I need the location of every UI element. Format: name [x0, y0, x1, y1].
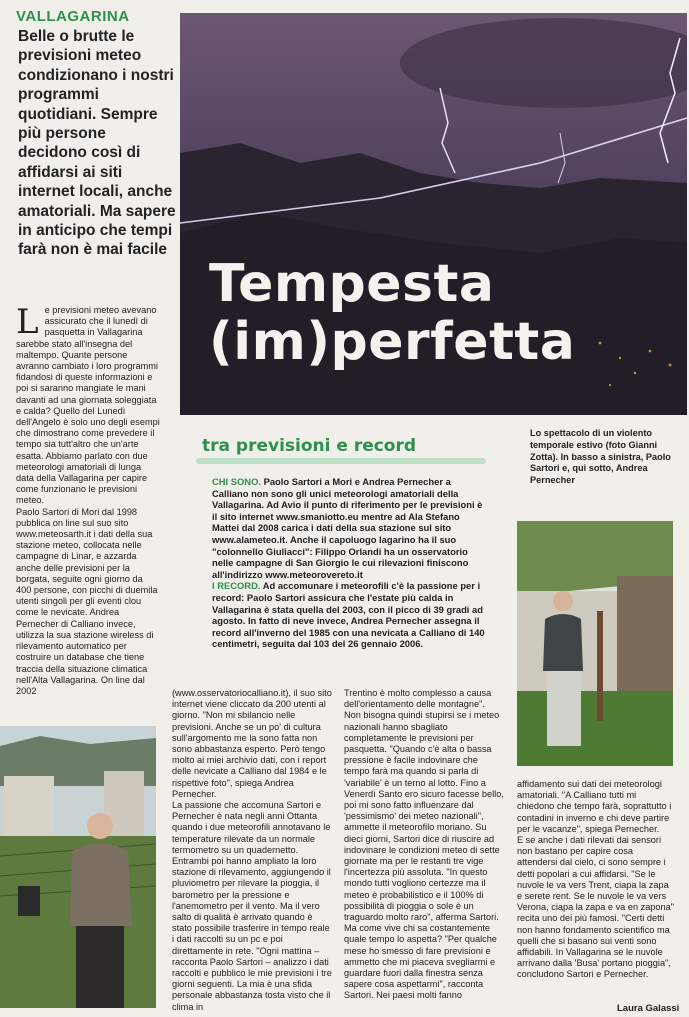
photo-paolo-sartori — [0, 726, 156, 1008]
headline — [209, 255, 575, 371]
photo-caption: Lo spettacolo di un violento temporale estivo (foto Gianni Zotta). In basso a sinistra, Paolo Sartori e, qui sotto, Andrea Pernecher — [530, 428, 671, 486]
col4-paragraph-1: affidamento sui dati dei meteorologi amatoriali. "A Calliano tutti mi chiedono che tempo farà, soprattutto i contadini in inverno e chi deve partire per le vacanze", spiega Pernecher. — [517, 779, 672, 834]
col3-paragraph-1: Trentino è molto complesso a causa dell'orientamento delle montagne". Non bisogna quindi stupirsi se i meteo nazionali hanno sbagliato completamente le previsioni per pasquetta. "Quando c'è alta o bassa pressione è facile indovinare che tempo farà ma quando si parla di 'variabile' è un terno al lotto. Fino a Venerdì Santo ero sicuro facesse bello, poi mi sono fatto influenzare dal 'pessimismo' dei meteo nazionali", ammette il meteorofilo moriano. Su dieci giorni, Sartori dice di riuscire ad indovinare le condizioni meteo di sette giornate ma per le restanti tre vige l'incertezza più assoluta. "In questo mondo tutti vogliono certezze ma il meteo è probabilistico e il 100% di possibilità di pioggia o sole è un traguardo molto raro", afferma Sartori. — [344, 688, 504, 923]
author-byline: Laura Galassi — [617, 1003, 680, 1014]
section-tag: VALLAGARINA — [16, 8, 130, 25]
subhead-banner: tra previsioni e record — [202, 436, 417, 456]
article-column-3 — [344, 688, 504, 1002]
box-text-record: Ad accomunare i meteorofili c'è la passione per i record: Paolo Sartori assicura che l'estate più calda in Vallagarina è stata quella del 2003, con il picco di 39 gradi ad agosto. In fatto di neve invece, Andrea Pernecher assegna il record all'inverno del 1985 con una nevicata a Calliano di 140 centimetri, seguita dal 103 del 26 gennaio 2006. — [212, 580, 485, 650]
lead-paragraph: Belle o brutte le previsioni meteo condizionano i nostri programmi quotidiani. Sempre più persone decidono così di affidarsi ai siti internet locali, anche amatoriali. Ma sapere in anticipo che tempi farà non è mai facile — [18, 28, 176, 259]
box-text-chi-sono: Paolo Sartori a Mori e Andrea Pernecher a Calliano non sono gli unici meteorologi amatoriali della Vallagarina. Ad Avio il punto di riferimento per le previsioni è il sito internet www.smaniotto.eu mentre ad Ala Stefano Mattei dal 2008 carica i dati della sua stazione sul sito www.alameteo.it. Anche il capoluogo lagarino ha il suo "colonnello Giuliacci": Filippo Orlandi ha un osservatorio nelle campagne di San Giorgio le cui rilevazioni finiscono all'indirizzo www.meteorovereto.it — [212, 476, 483, 580]
col1-paragraph-2: Paolo Sartori di Mori dal 1998 pubblica on line sul suo sito www.meteosarth.it i dati della sua stazione meteo, collocata nelle campagne di Linar, e azzarda anche delle previsioni per la borgata, seguite ogni giorno da 400 persone, con picchi di duemila utenti singoli per gli eventi clou come le nevicate. Andrea Pernecher di Calliano invece, utilizza la sua stazione wireless di rilevamento automatico per costruire un database che tiene traccia della situazione climatica nell'Alta Vallagarina. On line dal 2002 — [16, 506, 158, 696]
headline-line-1: Tempesta — [209, 254, 495, 314]
article-column-1 — [16, 302, 160, 697]
box-label-chi-sono: CHI SONO. — [212, 476, 261, 487]
photo-andrea-pernecher-image — [517, 521, 673, 766]
col3-paragraph-2: Ma come vive chi sa costantemente quale tempo lo aspetta? "Per qualche mese ho smesso di fare previsioni e ammetto che mi piaceva svegliarmi e guardare fuori dalla finestra senza sapere cosa aspettarmi", racconta Sartori. Nei paesi molti fanno — [344, 923, 497, 1001]
photo-paolo-sartori-image — [0, 726, 156, 1008]
article-column-4 — [517, 779, 675, 981]
headline-line-2: (im)perfetta — [209, 312, 576, 372]
sidebar-box — [212, 476, 488, 650]
storm-photo — [180, 13, 687, 415]
article-column-2 — [172, 688, 332, 1013]
col2-paragraph-2: La passione che accomuna Sartori e Pernecher è nata negli anni Ottanta quando i due meteorofili annotavano le temperature rilevate da un normale termometro su un quadernetto. Entrambi poi hanno ampliato la loro stazione di rilevamento, aggiungendo il pluviometro per rilevare la pioggia, il barometro per la pressione e l'anemometro per il vento. Ma il vero salto di qualità è arrivato quando è stato possibile trasferire in tempo reale i dati raccolti su un pc e poi direttamente in rete. "Ogni mattina – racconta Paolo Sartori – analizzo i dati raccolti e pubblico le mie previsioni i tre giorni seguenti. La mia è una sfida personale abbastanza tosta visto che il clima in — [172, 800, 332, 1012]
col4-paragraph-2: E se anche i dati rilevati dai sensori non bastano per capire cosa attendersi dal cielo, ci sono sempre i detti popolari a cui affidarsi. "Se le nuvole le va vers Trent, ciapa la zapa e serete rent. Se le nuvole le va vers Verona, ciapa la zapa e va en zapona" recita uno dei più famosi. "Certi detti non hanno fondamento scientifico ma quelli che si basano sui venti sono affidabili. In Vallagarina se le nuvole arrivano dalla 'Busa' portano pioggia", concludono Sartori e Pernecher. — [517, 835, 675, 980]
photo-andrea-pernecher — [517, 521, 673, 766]
dropcap: L — [16, 302, 39, 342]
box-label-record: I RECORD. — [212, 580, 261, 592]
banner-underline — [196, 458, 486, 464]
col2-paragraph-1: (www.osservatoriocalliano.it), il suo sito internet viene cliccato da 200 utenti al giorno. "Non mi sbilancio nelle previsioni. Anche se un po' di cultura sull'argomento me la sono fatta non sono abbastanza esperto. Però tengo molto ai miei archivio dati, con i report delle nevicate a Calliano dal 1984 e le rispettive foto", spiega Andrea Pernecher. — [172, 688, 332, 799]
col1-paragraph-1: e previsioni meteo avevano assicurato che il lunedì di pasquetta in Vallagarina sarebbe stato all'insegna del maltempo. Quante persone avranno cambiato i loro programmi fidandosi di queste informazioni e poi si saranno mangiate le mani davanti ad una giornata soleggiata e calda? Quello del Lunedì dell'Angelo è solo uno degli esempi che dimostrano come prevedere il tempo sia tutt'altro che un'arte esatta. Abbiamo parlato con due meteorologi amatoriali di lunga data della Vallagarina per capire come funzionano le previsioni meteo. — [16, 305, 160, 506]
